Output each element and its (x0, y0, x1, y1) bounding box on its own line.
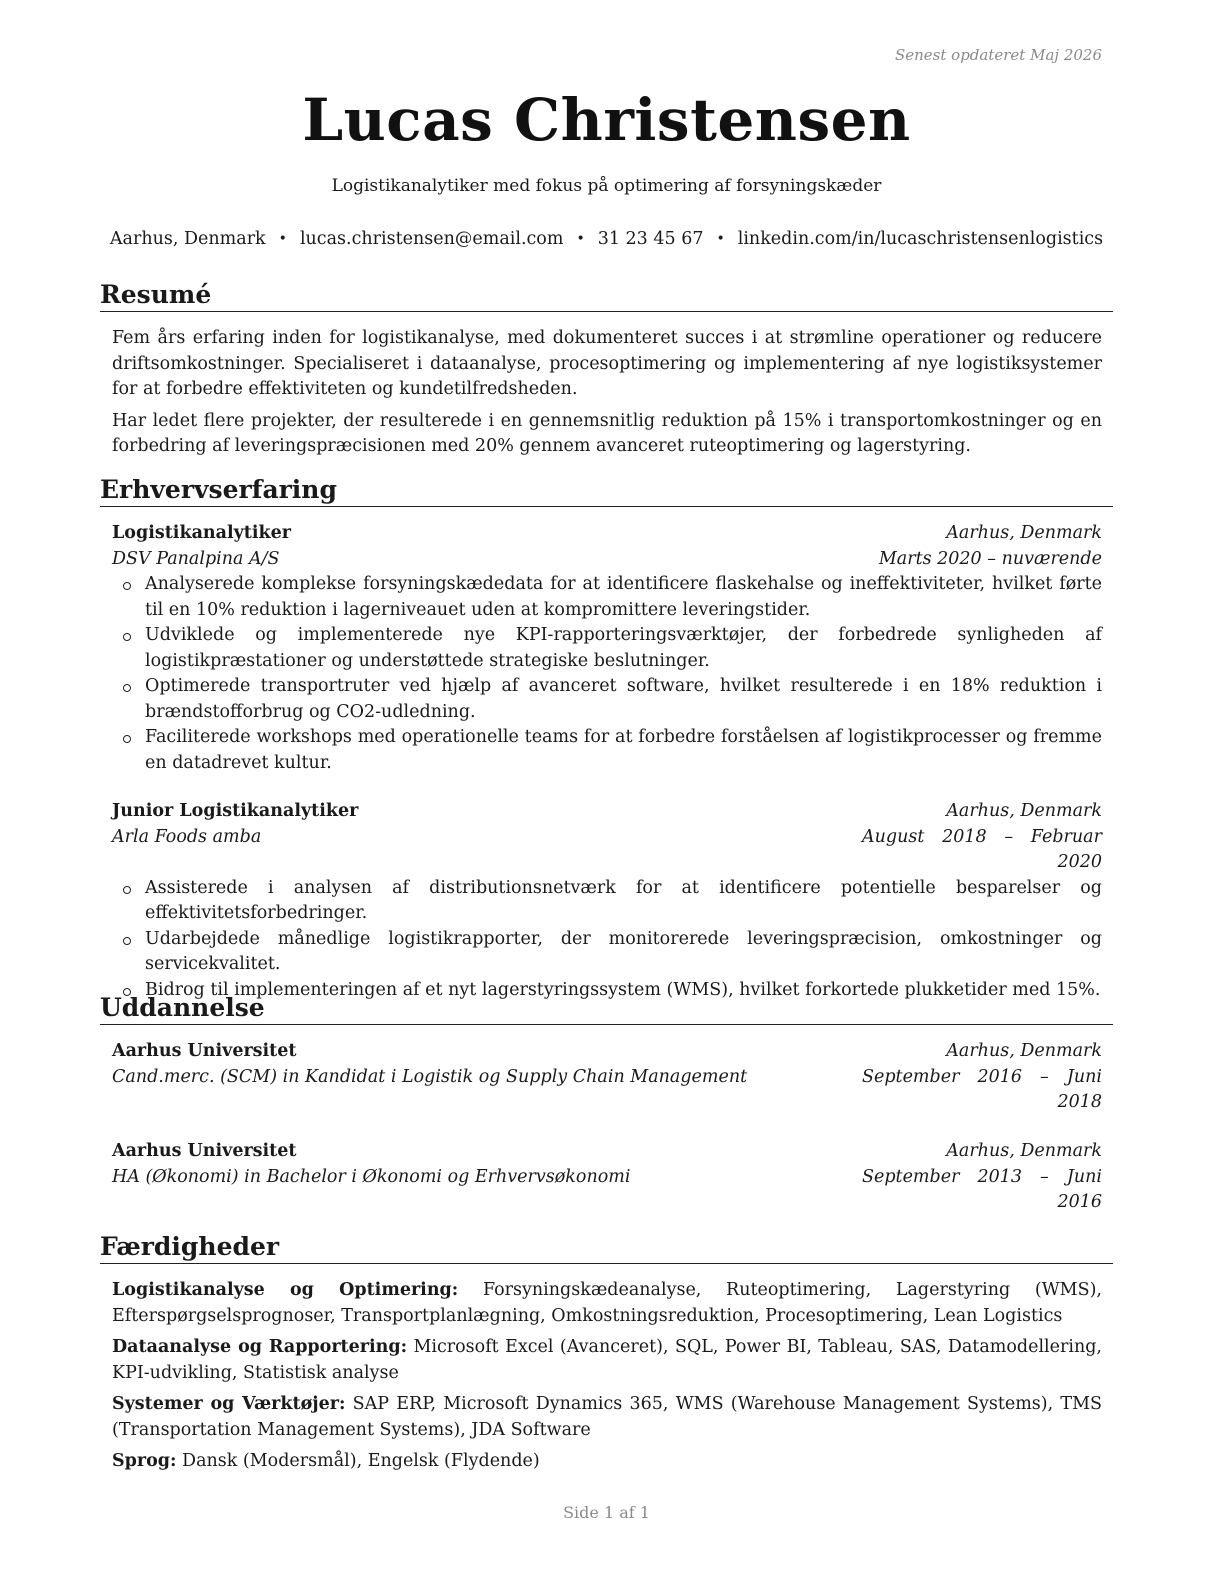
bullet-separator: • (278, 231, 287, 247)
list-item (112, 927, 1102, 978)
school-location: Aarhus, Denmark (946, 1041, 1102, 1061)
candidate-name: Lucas Christensen (302, 86, 911, 154)
list-item (112, 572, 1102, 623)
last-updated: Senest opdateret Maj 2026 (894, 46, 1102, 64)
school-name: Aarhus Universitet (112, 1041, 297, 1061)
summary-paragraph: Fem års erfaring inden for logistikanalyse, med dokumenteret succes i at strømline operationer og reducere driftsomkostninger. Specialiseret i dataanalyse, procesoptimering og implementering af nye logistiksystemer for at forbedre effektiviteten og kundetilfredsheden. (112, 328, 1102, 399)
bullet-separator: • (716, 231, 725, 247)
bullet-text: Faciliterede workshops med operationelle teams for at forbedre forståelsen af logistikprocesser og fremme en datadrevet kultur. (145, 727, 1102, 773)
job-dates: Marts 2020 – nuværende (878, 548, 1102, 569)
circle-bullet-icon (123, 937, 131, 945)
list-item (112, 623, 1102, 674)
skills-block (112, 1278, 1102, 1481)
education-dates: September 2016 – Juni 2018 (862, 1066, 1102, 1112)
page-number: Side 1 af 1 (563, 1503, 650, 1522)
skill-group (112, 1392, 1102, 1443)
education-entry (112, 1139, 1102, 1216)
list-item (112, 876, 1102, 927)
contact-linkedin[interactable]: linkedin.com/in/lucaschristensenlogistics (737, 229, 1104, 249)
bullet-text: Assisterede i analysen af distributionsnetværk for at identificere potentielle besparelser og effektivitetsforbedringer. (145, 877, 1102, 923)
section-heading-experience: Erhvervserfaring (100, 475, 1113, 507)
job-title: Logistikanalytiker (112, 523, 291, 543)
circle-bullet-icon (123, 735, 131, 743)
job-title: Junior Logistikanalytiker (112, 801, 359, 821)
job-entry (112, 799, 1102, 1003)
skill-label: Logistikanalyse og Optimering: (112, 1280, 459, 1300)
section-heading-summary: Resumé (100, 280, 1113, 312)
job-bullets (112, 876, 1102, 1004)
section-heading-education: Uddannelse (100, 993, 1113, 1025)
skill-group (112, 1449, 1102, 1475)
circle-bullet-icon (123, 582, 131, 590)
circle-bullet-icon (123, 684, 131, 692)
contact-email[interactable]: lucas.christensen@email.com (299, 229, 564, 249)
skill-items: Forsyningskædeanalyse, Ruteoptimering, Lagerstyring (WMS), Efterspørgselsprognoser, Transportplanlægning, Omkostningsreduktion, Procesoptimering, Lean Logistics (112, 1280, 1102, 1326)
job-company: DSV Panalpina A/S (112, 548, 280, 569)
bullet-text: Udviklede og implementerede nye KPI-rapporteringsværktøjer, der forbedrede synligheden af logistikpræstationer og understøttede strategiske beslutninger. (145, 625, 1102, 671)
school-name: Aarhus Universitet (112, 1141, 297, 1161)
skill-items: Microsoft Excel (Avanceret), SQL, Power BI, Tableau, SAS, Datamodellering, KPI-udvikling, Statistisk analyse (112, 1337, 1102, 1383)
section-heading-skills: Færdigheder (100, 1232, 1113, 1264)
tagline: Logistikanalytiker med fokus på optimering af forsyningskæder (331, 176, 882, 196)
skill-label: Sprog: (112, 1451, 177, 1471)
degree: HA (Økonomi) in Bachelor i Økonomi og Erhvervsøkonomi (112, 1166, 631, 1187)
circle-bullet-icon (123, 886, 131, 894)
skill-label: Dataanalyse og Rapportering: (112, 1337, 408, 1357)
skill-group (112, 1278, 1102, 1329)
contact-location: Aarhus, Denmark (109, 229, 266, 249)
skill-items: SAP ERP, Microsoft Dynamics 365, WMS (Warehouse Management Systems), TMS (Transportation Management Systems), JDA Software (112, 1394, 1102, 1440)
list-item (112, 674, 1102, 725)
job-bullets (112, 572, 1102, 776)
job-company: Arla Foods amba (112, 826, 262, 847)
bullet-text: Bidrog til implementeringen af et nyt lagerstyringssystem (WMS), hvilket forkortede plukketider med 15%. (145, 979, 1101, 1000)
contact-line (100, 229, 1113, 249)
circle-bullet-icon (123, 633, 131, 641)
summary-paragraph: Har ledet flere projekter, der resulterede i en gennemsnitlig reduktion på 15% i transportomkostninger og en forbedring af leveringspræcisionen med 20% gennem avanceret ruteoptimering og lagerstyring. (112, 410, 1102, 456)
resume-page (100, 0, 1113, 1584)
bullet-separator: • (576, 231, 585, 247)
skill-group (112, 1335, 1102, 1386)
education-entry (112, 1039, 1102, 1116)
skill-label: Systemer og Værktøjer: (112, 1394, 346, 1414)
bullet-text: Udarbejdede månedlige logistikrapporter, der monitorerede leveringspræcision, omkostninger og servicekvalitet. (145, 928, 1102, 974)
bullet-text: Analyserede komplekse forsyningskædedata for at identificere flaskehalse og ineffektiviteter, hvilket førte til en 10% reduktion i lagerniveauet uden at kompromittere leveringstider. (145, 574, 1102, 620)
school-location: Aarhus, Denmark (946, 1141, 1102, 1161)
contact-phone: 31 23 45 67 (597, 229, 704, 249)
list-item (112, 725, 1102, 776)
job-entry (112, 521, 1102, 776)
education-dates: September 2013 – Juni 2016 (862, 1166, 1102, 1212)
degree: Cand.merc. (SCM) in Kandidat i Logistik og Supply Chain Management (112, 1066, 748, 1087)
bullet-text: Optimerede transportruter ved hjælp af avanceret software, hvilket resulterede i en 18% reduktion i brændstofforbrug og CO2-udledning. (145, 676, 1102, 722)
job-location: Aarhus, Denmark (946, 801, 1102, 821)
skill-items: Dansk (Modersmål), Engelsk (Flydende) (182, 1451, 540, 1471)
job-dates: August 2018 – Februar 2020 (862, 826, 1102, 872)
summary-block (112, 326, 1102, 460)
job-location: Aarhus, Denmark (946, 523, 1102, 543)
